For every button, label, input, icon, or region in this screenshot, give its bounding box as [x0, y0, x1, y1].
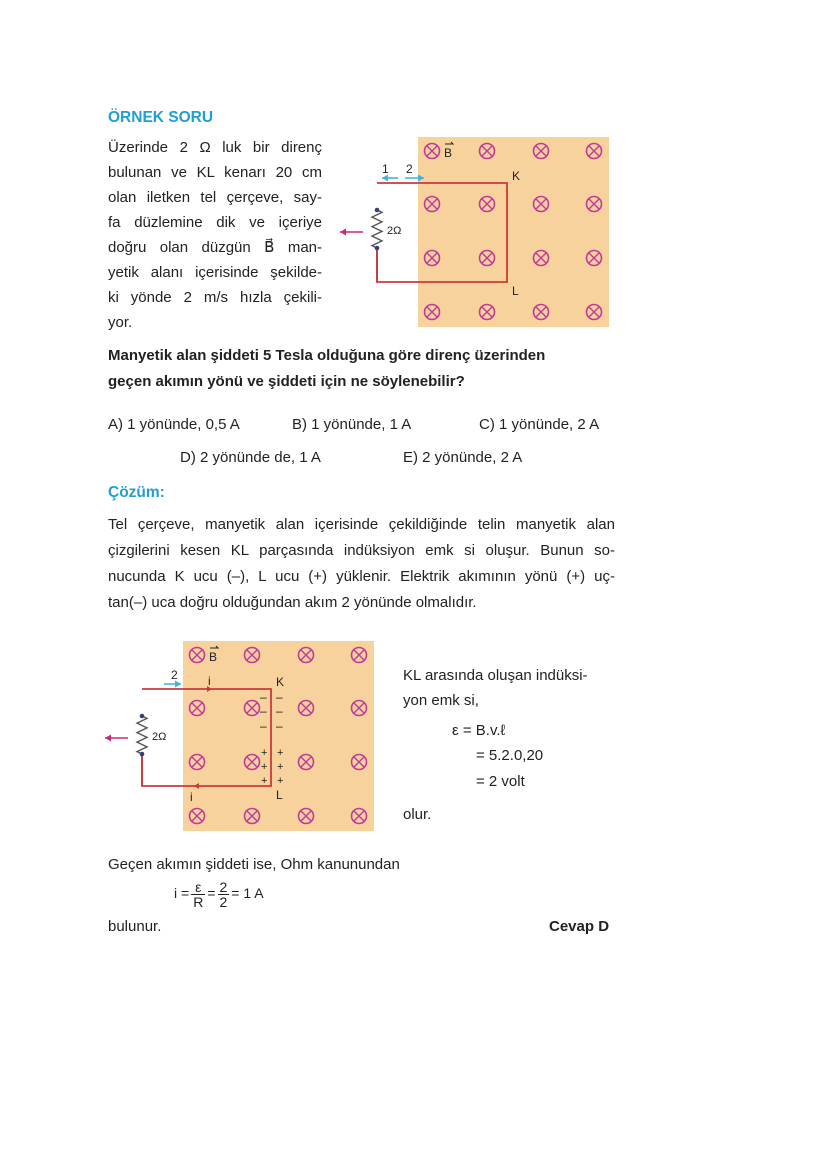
magnetic-field-region: [418, 137, 609, 327]
direction-2-arrow-head: [175, 681, 181, 688]
minus-charge: –: [276, 719, 283, 733]
fraction-2-2: [218, 880, 230, 909]
intro-line: yor.: [108, 314, 133, 331]
formula-lhs: i =: [174, 885, 190, 902]
option-d: D) 2 yönünde de, 1 A: [180, 449, 321, 466]
paragraph-line: Tel çerçeve, manyetik alan içerisinde çekildiğinde telin manyetik alan: [108, 516, 615, 533]
formula-eq: =: [207, 885, 216, 902]
label-l: L: [512, 284, 519, 298]
label-l: L: [276, 788, 283, 802]
bulunur-text: bulunur.: [108, 918, 162, 935]
minus-charge: –: [276, 704, 283, 718]
minus-charge: –: [260, 690, 267, 704]
question-line-2: geçen akımın yönü ve şiddeti için ne söylenebilir?: [108, 373, 465, 390]
ohm-formula: [174, 880, 264, 909]
formula-result: = 1 A: [231, 885, 264, 902]
current-label-bottom: i: [190, 790, 193, 804]
direction-2-label: 2: [171, 668, 178, 682]
frac-num: 2: [219, 879, 228, 895]
option-a: A) 1 yönünde, 0,5 A: [108, 416, 240, 433]
plus-charge: +: [277, 775, 284, 787]
intro-line: Üzerinde 2 Ω luk bir direnç: [108, 139, 322, 156]
pull-direction-arrow-head: [340, 229, 346, 236]
ohm-line: Geçen akımın şiddeti ise, Ohm kanunundan: [108, 856, 400, 873]
direction-1-label: 1: [382, 162, 389, 176]
emf-eq-3: = 2 volt: [476, 773, 525, 790]
terminal: [375, 246, 380, 251]
label-k: K: [276, 675, 285, 689]
paragraph-line: çizgilerini kesen KL parçasında indüksiyon emk si oluşur. Bunun so-: [108, 542, 615, 559]
question-line-1: Manyetik alan şiddeti 5 Tesla olduğuna göre direnç üzerinden: [108, 347, 546, 364]
intro-line: fa düzlemine dik ve içeriye: [108, 214, 322, 231]
plus-charge: +: [277, 761, 284, 773]
minus-charge: –: [260, 704, 267, 718]
resistor-label: 2Ω: [387, 225, 402, 237]
plus-charge: +: [261, 775, 268, 787]
emf-eq-1: ε = B.v.ℓ: [452, 722, 506, 739]
magnetic-field-region: [183, 641, 374, 831]
frac-num: ε: [191, 880, 205, 895]
terminal: [375, 208, 380, 213]
intro-line: ki yönde 2 m/s hızla çekili-: [108, 289, 322, 306]
intro-line: olan iletken tel çerçeve, say-: [108, 189, 322, 206]
side-line-1: KL arasında oluşan indüksi-: [403, 667, 588, 684]
terminal: [140, 714, 145, 719]
pull-direction-arrow-head: [105, 735, 111, 742]
paragraph-line: nucunda K ucu (–), L ucu (+) yüklenir. Elektrik akımının yönü (+) uç-: [108, 568, 615, 585]
resistor-label: 2Ω: [152, 731, 167, 743]
label-k: K: [512, 169, 521, 183]
fraction-emf-r: [191, 880, 205, 909]
plus-charge: +: [277, 747, 284, 759]
direction-2-label: 2: [406, 162, 413, 176]
option-c: C) 1 yönünde, 2 A: [479, 416, 600, 433]
minus-charge: –: [260, 719, 267, 733]
plus-charge: +: [261, 761, 268, 773]
intro-line: bulunan ve KL kenarı 20 cm: [108, 164, 322, 181]
field-label-b: B: [209, 650, 218, 664]
side-line-2: yon emk si,: [403, 692, 479, 709]
frac-den: 2: [219, 894, 228, 910]
current-label-top: i: [208, 674, 211, 688]
frac-den: R: [193, 894, 204, 910]
field-label-b: B: [444, 146, 453, 160]
paragraph-line: tan(–) uca doğru olduğundan akım 2 yönünde olmalıdır.: [108, 594, 477, 611]
example-heading: ÖRNEK SORU: [108, 109, 214, 126]
solution-heading: Çözüm:: [108, 484, 165, 501]
olur-text: olur.: [403, 806, 432, 823]
option-b: B) 1 yönünde, 1 A: [292, 416, 412, 433]
emf-eq-2: = 5.2.0,20: [476, 747, 544, 764]
terminal: [140, 752, 145, 757]
minus-charge: –: [276, 690, 283, 704]
intro-line: yetik alanı içerisinde şekilde-: [108, 264, 322, 281]
intro-line: doğru olan düzgün B⃗ man-: [108, 239, 322, 256]
option-e: E) 2 yönünde, 2 A: [403, 449, 523, 466]
answer: Cevap D: [549, 918, 610, 935]
plus-charge: +: [261, 747, 268, 759]
